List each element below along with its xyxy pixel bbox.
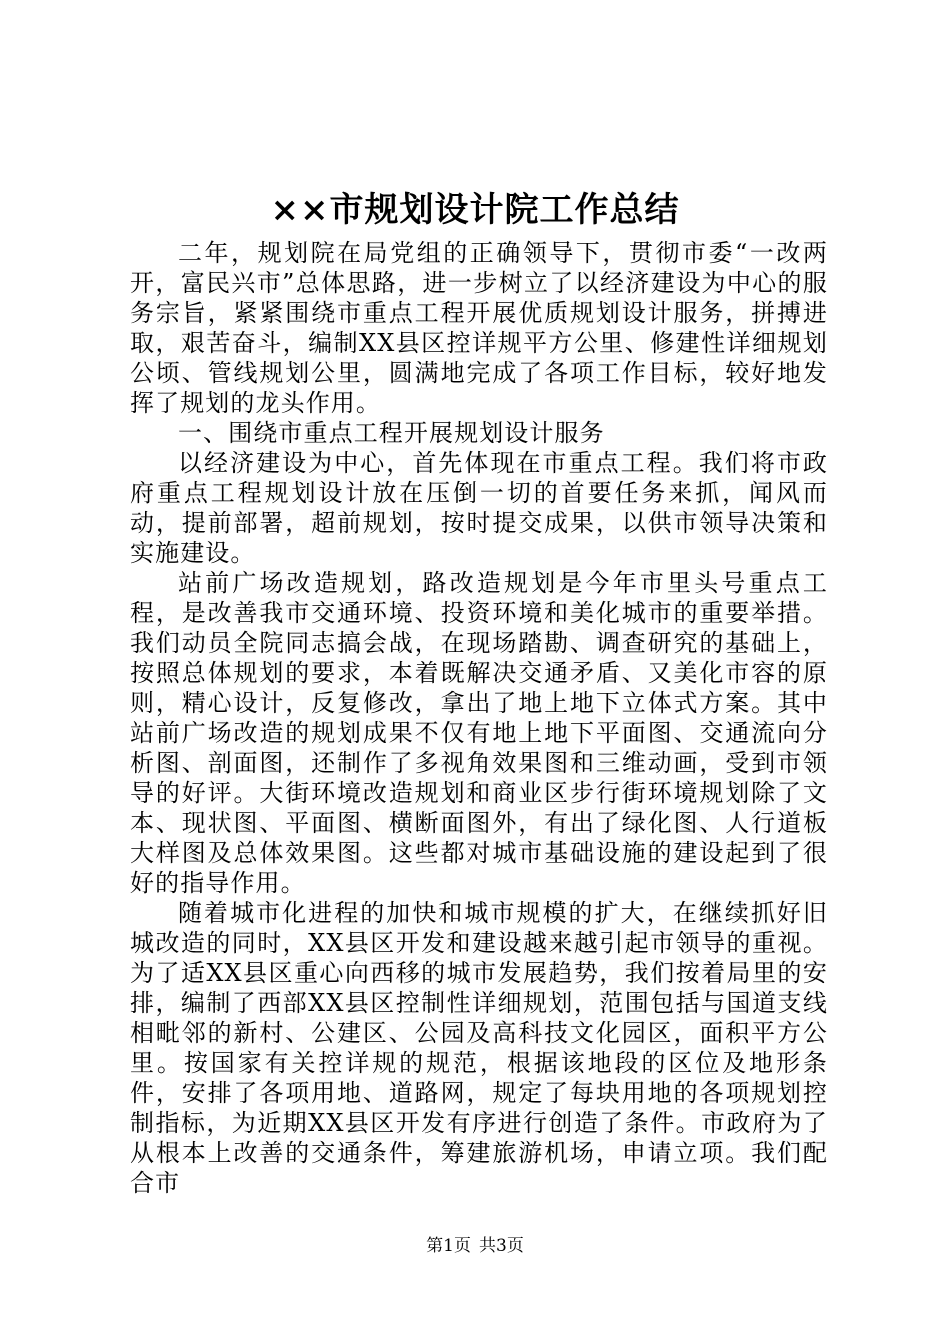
document-title: ××市规划设计院工作总结 <box>270 190 680 230</box>
section-heading-1: 一、围绕市重点工程开展规划设计服务 <box>178 419 605 447</box>
paragraph-intro: 二年，规划院在局党组的正确领导下，贯彻市委“一改两开，富民兴市”总体思路，进一步树立了以经济建设为中心的服务宗旨，紧紧围绕市重点工程开展优质规划设计服务，拼搏进取，艰苦奋斗，编制XX县区控详规平方公里、修建性详细规划公顷、管线规划公里，圆满地完成了各项工作目标，较好地发挥了规划的龙头作用。 <box>130 239 828 417</box>
paragraph-urbanization: 随着城市化进程的加快和城市规模的扩大，在继续抓好旧城改造的同时，XX县区开发和建设越来越引起市领导的重视。为了适XX县区重心向西移的城市发展趋势，我们按着局里的安排，编制了西部XX县区控制性详细规划，范围包括与国道支线相毗邻的新村、公建区、公园及高科技文化园区，面积平方公里。按国家有关控详规的规范，根据该地段的区位及地形条件，安排了各项用地、道路网，规定了每块用地的各项规划控制指标，为近期XX县区开发有序进行创造了条件。市政府为了从根本上改善的交通条件，筹建旅游机场，申请立项。我们配合市 <box>130 899 828 1197</box>
page-total: 共3页 <box>479 1236 524 1256</box>
page-footer <box>0 1234 950 1258</box>
document-body <box>130 238 828 1198</box>
paragraph-station-plaza: 站前广场改造规划，路改造规划是今年市里头号重点工程，是改善我市交通环境、投资环境和美化城市的重要举措。我们动员全院同志搞会战，在现场踏勘、调查研究的基础上，按照总体规划的要求，本着既解决交通矛盾、又美化市容的原则，精心设计，反复修改，拿出了地上地下立体式方案。其中站前广场改造的规划成果不仅有地上地下平面图、交通流向分析图、剖面图，还制作了多视角效果图和三维动画，受到市领导的好评。大街环境改造规划和商业区步行街环境规划除了文本、现状图、平面图、横断面图外，有出了绿化图、人行道板大样图及总体效果图。这些都对城市基础设施的建设起到了很好的指导作用。 <box>130 569 828 897</box>
page-number: 第1页 <box>426 1236 471 1256</box>
paragraph-key-projects: 以经济建设为中心，首先体现在市重点工程。我们将市政府重点工程规划设计放在压倒一切的首要任务来抓，闻风而动，提前部署，超前规划，按时提交成果，以供市领导决策和实施建设。 <box>130 449 828 567</box>
